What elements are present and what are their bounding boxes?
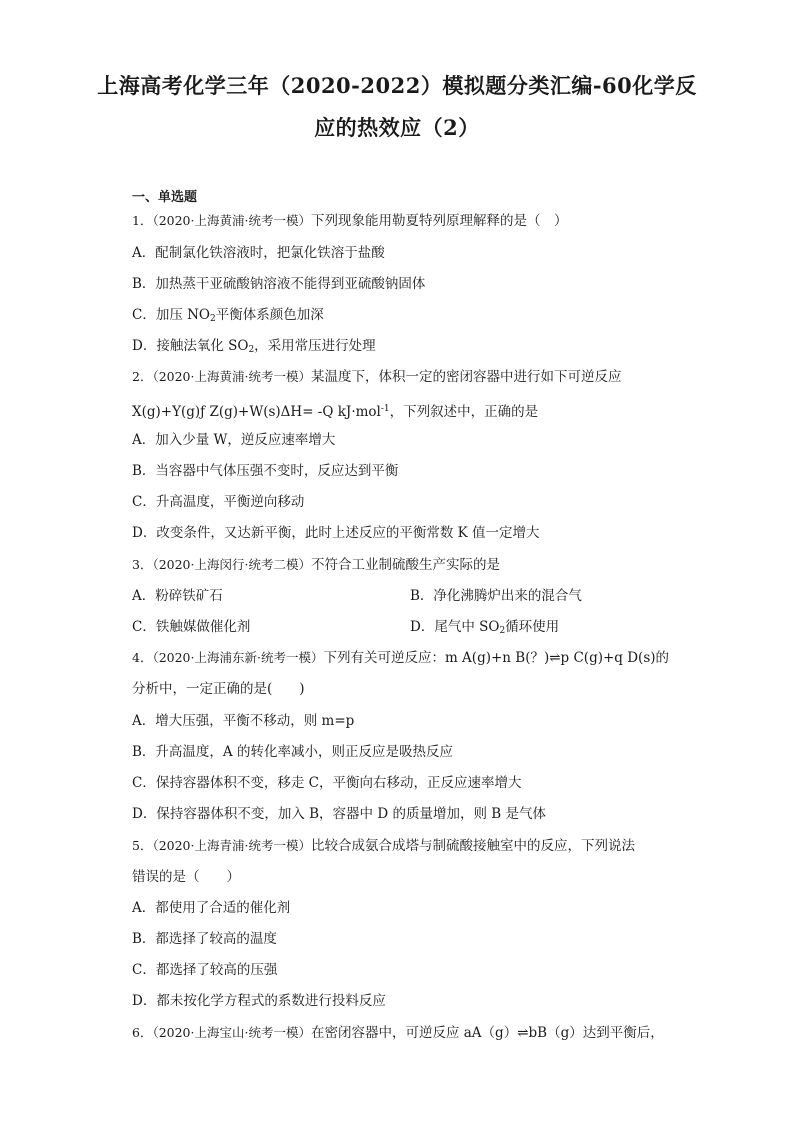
document-title-line1: 上海高考化学三年（2020-2022）模拟题分类汇编-60化学反 bbox=[97, 73, 697, 98]
question-2-equation-sup: -1 bbox=[380, 404, 390, 414]
question-2-option-b: B．当容器中气体压强不变时，反应达到平衡 bbox=[132, 463, 399, 479]
question-2-source: 2．（2020·上海黄浦·统考一模） bbox=[132, 369, 311, 384]
question-2-option-d: D．改变条件，又达新平衡，此时上述反应的平衡常数 K 值一定增大 bbox=[132, 525, 540, 541]
question-6-stem bbox=[132, 1024, 664, 1042]
question-5-stem-line2: 错误的是（ ） bbox=[132, 869, 240, 885]
question-4-option-a: A．增大压强，平衡不移动，则 m=p bbox=[132, 713, 355, 729]
question-5-text: 比较合成氨合成塔与制硫酸接触室中的反应，下列说法 bbox=[310, 838, 635, 854]
question-3-option-b: B．净化沸腾炉出来的混合气 bbox=[410, 588, 582, 604]
question-1-option-c-post: 平衡体系颜色加深 bbox=[215, 307, 324, 323]
question-3-source: 3．（2020·上海闵行·统考二模） bbox=[132, 557, 311, 572]
question-4-stem-line2: 分析中，一定正确的是( ) bbox=[132, 681, 305, 697]
question-5-option-a: A．都使用了合适的催化剂 bbox=[132, 900, 291, 916]
question-1-option-d bbox=[132, 337, 376, 359]
question-4-option-d: D．保持容器体积不变，加入 B，容器中 D 的质量增加，则 B 是气体 bbox=[132, 806, 546, 822]
section-heading: 一、单选题 bbox=[132, 190, 198, 205]
question-3-option-c: C．铁触媒做催化剂 bbox=[132, 619, 251, 635]
question-5-option-d: D．都未按化学方程式的系数进行投料反应 bbox=[132, 993, 386, 1009]
question-3-stem bbox=[132, 556, 500, 574]
question-1-option-d-sub: 2 bbox=[248, 345, 255, 355]
question-6-text: 在密闭容器中，可逆反应 aA（g）⇌bB（g）达到平衡后， bbox=[310, 1025, 664, 1041]
question-4-option-c: C．保持容器体积不变，移走 C，平衡向右移动，正反应速率增大 bbox=[132, 775, 522, 791]
question-4-stem bbox=[132, 649, 669, 667]
question-2-stem bbox=[132, 368, 621, 386]
question-2-equation-post: ，下列叙述中，正确的是 bbox=[389, 404, 539, 420]
question-1-source: 1．（2020·上海黄浦·统考一模） bbox=[132, 213, 311, 228]
question-1-option-a: A．配制氯化铁溶液时，把氯化铁溶于盐酸 bbox=[132, 245, 385, 261]
question-5-source: 5．（2020·上海青浦·统考一模） bbox=[132, 838, 311, 853]
question-1-text: 下列现象能用勒夏特列原理解释的是（ ） bbox=[310, 213, 568, 229]
question-3-option-d bbox=[410, 618, 559, 640]
question-1-option-b: B．加热蒸干亚硫酸钠溶液不能得到亚硫酸钠固体 bbox=[132, 276, 426, 292]
question-1-option-c-pre: C．加压 NO bbox=[132, 307, 211, 323]
question-4-source: 4．（2020·上海浦东新·统考一模） bbox=[132, 650, 324, 665]
question-1-stem bbox=[132, 212, 567, 230]
question-2-equation bbox=[132, 400, 538, 421]
question-1-option-d-pre: D．接触法氧化 SO bbox=[132, 338, 249, 354]
question-3-option-d-pre: D．尾气中 SO bbox=[410, 619, 500, 635]
document-title-line2: 应的热效应（2） bbox=[314, 115, 480, 140]
question-4-option-b: B．升高温度，A 的转化率减小，则正反应是吸热反应 bbox=[132, 744, 453, 760]
question-3-text: 不符合工业制硫酸生产实际的是 bbox=[310, 557, 500, 573]
question-5-stem bbox=[132, 837, 635, 855]
question-1-option-d-post: ，采用常压进行处理 bbox=[254, 338, 376, 354]
question-1-option-c-sub: 2 bbox=[210, 314, 216, 324]
question-4-text: 下列有关可逆反应：m A(g)+n B(？)⇌p C(g)+q D(s)的 bbox=[323, 650, 670, 666]
question-2-equation-pre: X(g)+Y(g)ƒ Z(g)+W(s)ΔH= -Q kJ·mol bbox=[132, 404, 381, 420]
question-3-option-d-sub: 2 bbox=[499, 626, 506, 636]
question-2-option-c: C．升高温度，平衡逆向移动 bbox=[132, 494, 305, 510]
question-1-option-c bbox=[132, 306, 324, 328]
question-6-source: 6．（2020·上海宝山·统考一模） bbox=[132, 1025, 311, 1040]
question-2-text: 某温度下，体积一定的密闭容器中进行如下可逆反应 bbox=[310, 369, 622, 385]
question-3-option-a: A．粉碎铁矿石 bbox=[132, 588, 223, 604]
question-2-option-a: A．加入少量 W，逆反应速率增大 bbox=[132, 432, 336, 448]
question-5-option-b: B．都选择了较高的温度 bbox=[132, 931, 277, 947]
question-3-option-d-post: 循环使用 bbox=[505, 619, 560, 635]
question-5-option-c: C．都选择了较高的压强 bbox=[132, 962, 278, 978]
